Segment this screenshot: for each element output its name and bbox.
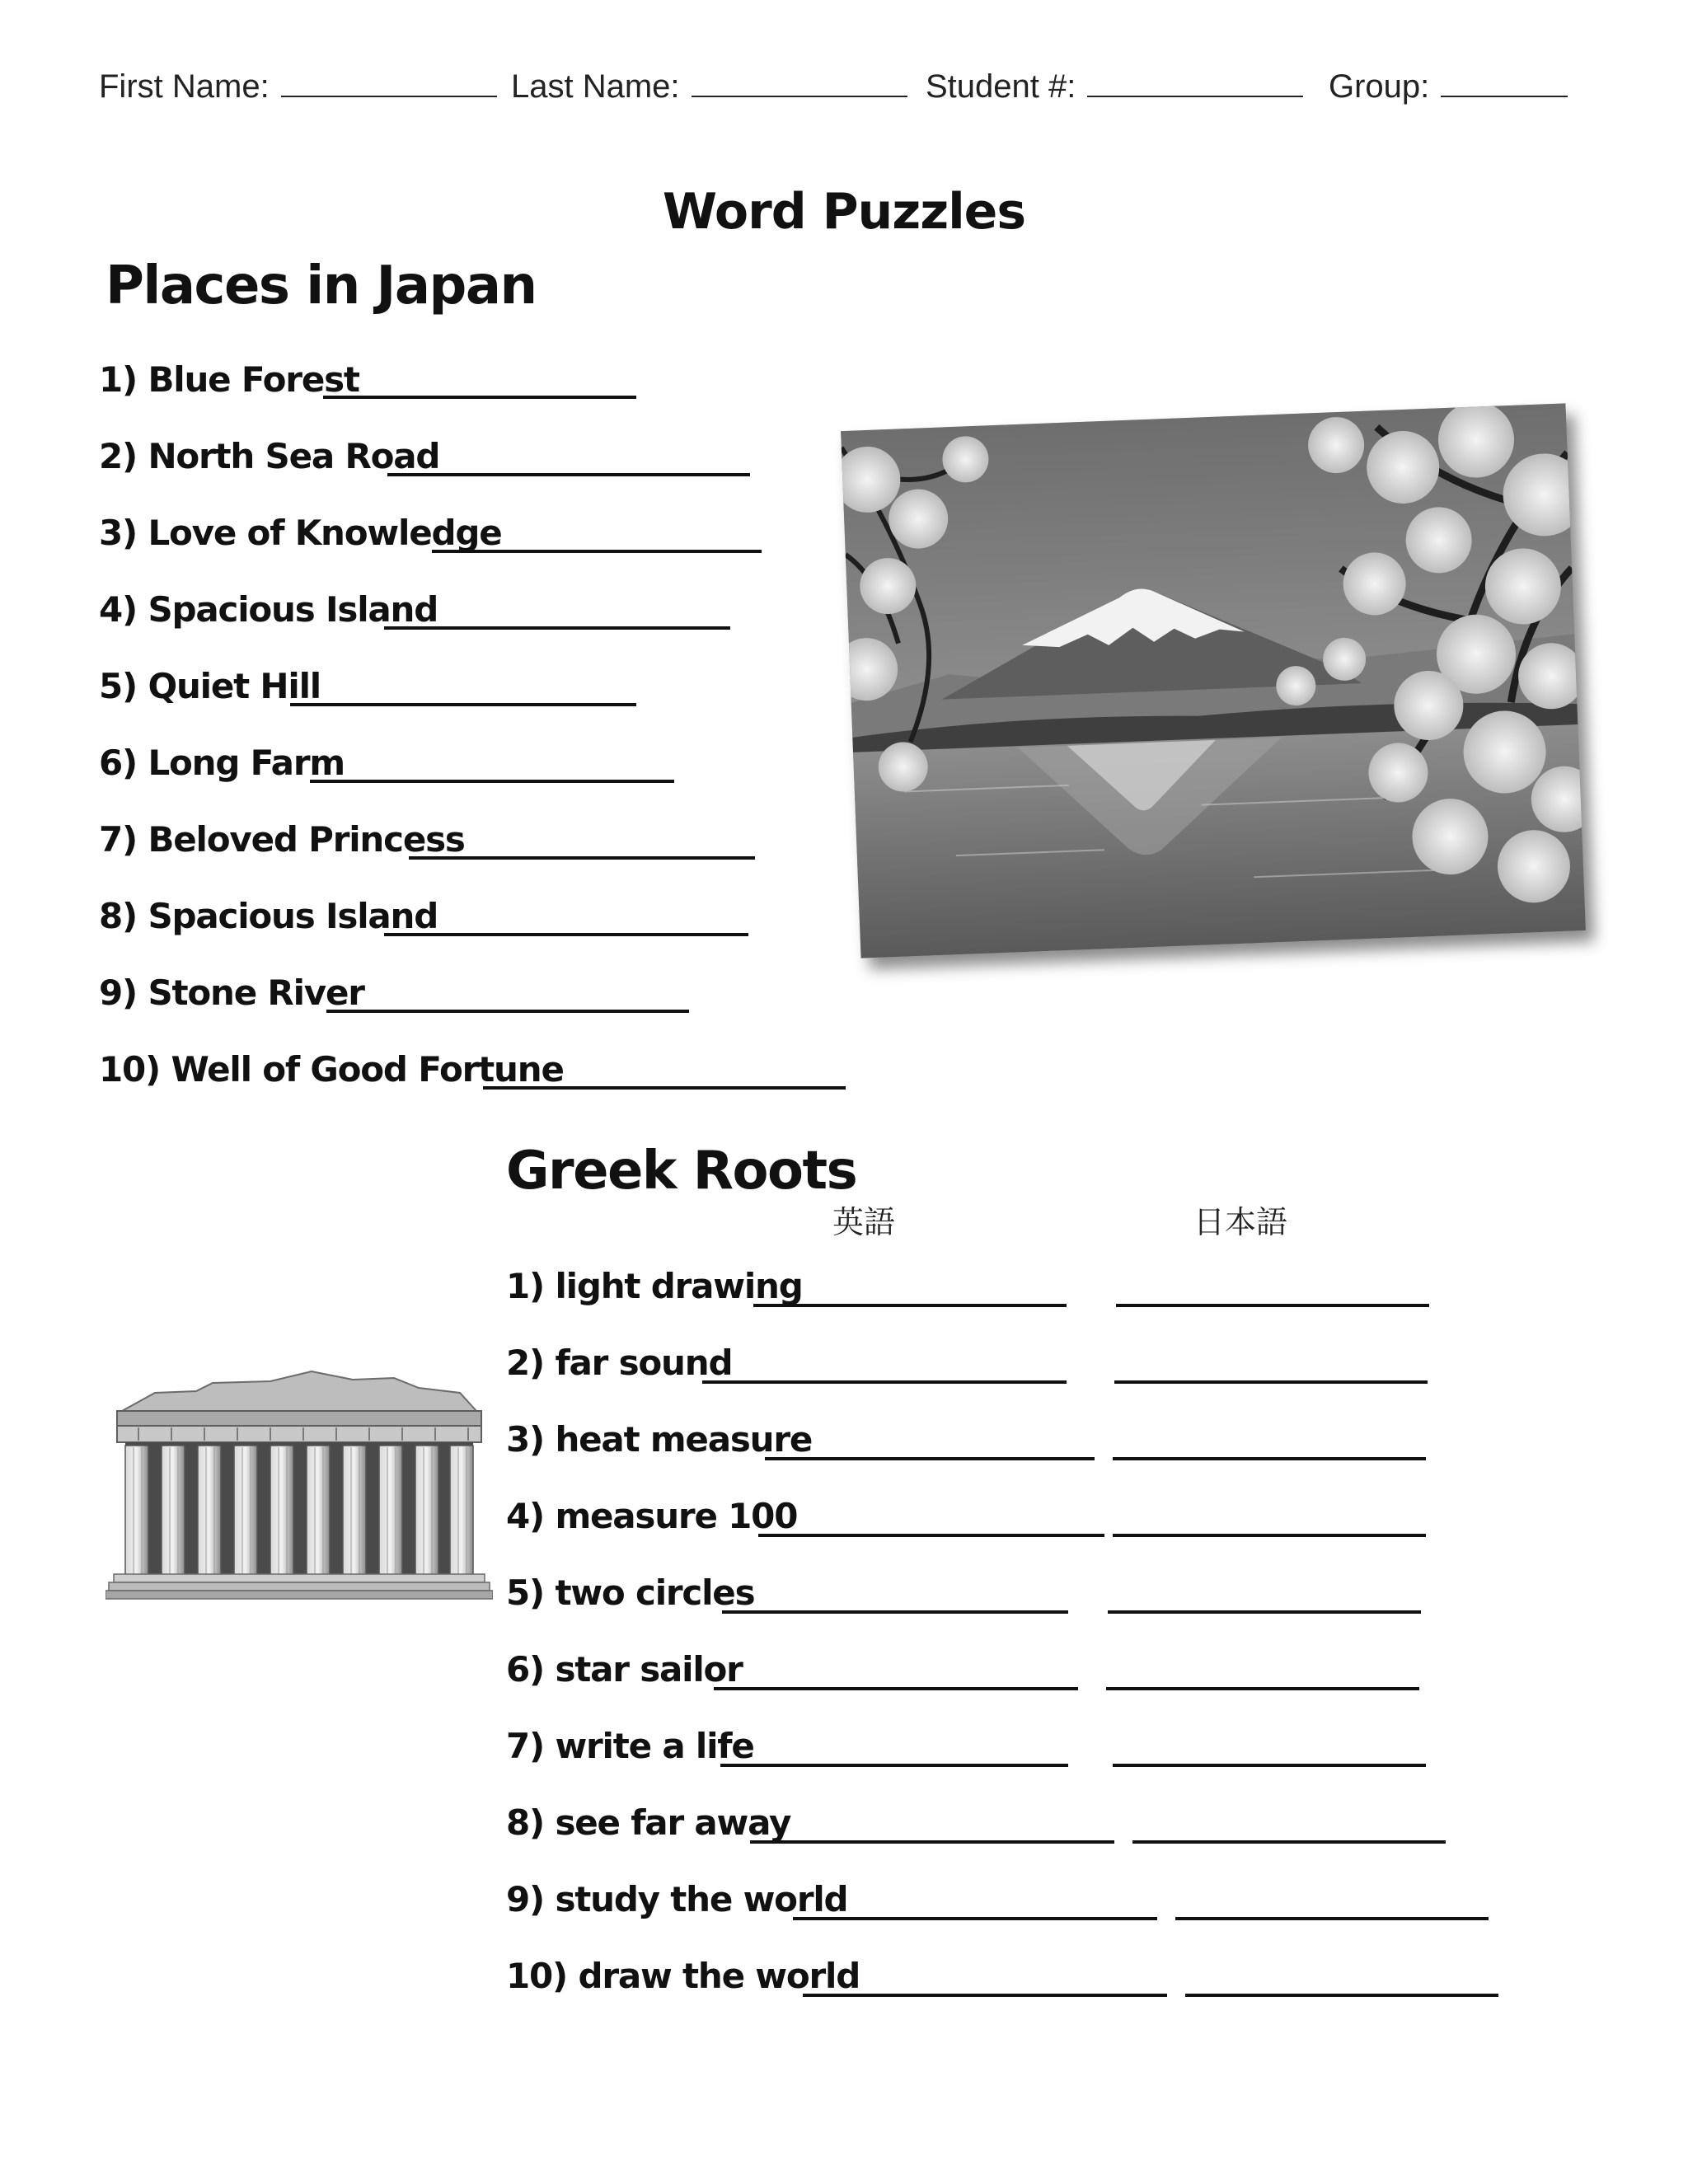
greek-question: 9) study the world (506, 1879, 848, 1919)
japanese-answer-blank[interactable] (1113, 1764, 1426, 1767)
japan-question: 3) Love of Knowledge (99, 513, 502, 553)
japanese-answer-blank[interactable] (1108, 1610, 1421, 1614)
japan-answer-blank[interactable] (310, 780, 674, 783)
japan-question: 10) Well of Good Fortune (99, 1049, 564, 1090)
english-answer-blank[interactable] (702, 1380, 1067, 1384)
japanese-answer-blank[interactable] (1113, 1457, 1426, 1460)
japan-question: 7) Beloved Princess (99, 819, 465, 860)
japanese-answer-blank[interactable] (1132, 1840, 1446, 1844)
japan-answer-blank[interactable] (326, 1010, 689, 1013)
greek-question: 1) light drawing (506, 1266, 803, 1306)
last-name-blank[interactable] (692, 68, 907, 97)
greek-section-heading: Greek Roots (506, 1141, 857, 1202)
greek-question: 2) far sound (506, 1343, 733, 1383)
column-header-english: 英語 (832, 1204, 896, 1240)
japanese-answer-blank[interactable] (1113, 1534, 1426, 1537)
japan-answer-blank[interactable] (384, 933, 748, 936)
japanese-answer-blank[interactable] (1114, 1380, 1428, 1384)
japan-answer-blank[interactable] (483, 1086, 846, 1090)
student-number-label: Student #: (926, 68, 1076, 105)
japan-question: 8) Spacious Island (99, 896, 438, 936)
japan-answer-blank[interactable] (323, 396, 636, 399)
parthenon-image (106, 1368, 493, 1607)
last-name-field[interactable] (511, 68, 907, 105)
japanese-answer-blank[interactable] (1185, 1994, 1498, 1997)
japan-answer-blank[interactable] (432, 550, 762, 553)
english-answer-blank[interactable] (765, 1457, 1095, 1460)
parthenon-photo (106, 1368, 493, 1611)
japan-answer-blank[interactable] (384, 626, 730, 630)
japan-question: 1) Blue Forest (99, 359, 359, 400)
greek-question: 6) star sailor (506, 1649, 743, 1690)
greek-question: 10) draw the world (506, 1956, 860, 1996)
japan-question: 6) Long Farm (99, 743, 345, 783)
first-name-label: First Name: (99, 68, 270, 105)
japan-question: 5) Quiet Hill (99, 666, 321, 706)
english-answer-blank[interactable] (758, 1534, 1104, 1537)
first-name-field[interactable] (99, 68, 497, 105)
english-answer-blank[interactable] (720, 1764, 1068, 1767)
english-answer-blank[interactable] (750, 1840, 1114, 1844)
english-answer-blank[interactable] (722, 1610, 1068, 1614)
mount-fuji-photo (841, 403, 1586, 958)
japan-question: 2) North Sea Road (99, 436, 440, 476)
japan-answer-blank[interactable] (387, 473, 750, 476)
greek-question: 7) write a life (506, 1726, 754, 1766)
japanese-answer-blank[interactable] (1116, 1304, 1429, 1307)
japanese-answer-blank[interactable] (1106, 1687, 1419, 1690)
student-number-field[interactable] (926, 68, 1303, 105)
english-answer-blank[interactable] (803, 1994, 1167, 1997)
first-name-blank[interactable] (281, 68, 497, 97)
last-name-label: Last Name: (511, 68, 680, 105)
english-answer-blank[interactable] (714, 1687, 1078, 1690)
greek-question: 3) heat measure (506, 1419, 813, 1460)
japan-answer-blank[interactable] (290, 703, 636, 706)
group-blank[interactable] (1441, 68, 1568, 97)
student-number-blank[interactable] (1087, 68, 1303, 97)
english-answer-blank[interactable] (753, 1304, 1067, 1307)
greek-question: 8) see far away (506, 1802, 791, 1843)
japan-question: 9) Stone River (99, 972, 364, 1013)
group-label: Group: (1329, 68, 1430, 105)
japan-answer-blank[interactable] (409, 856, 755, 860)
column-header-japanese: 日本語 (1193, 1204, 1288, 1240)
greek-question: 4) measure 100 (506, 1496, 798, 1536)
japan-section-heading: Places in Japan (106, 255, 537, 316)
page-title: Word Puzzles (662, 183, 1026, 241)
group-field[interactable] (1329, 68, 1568, 105)
mount-fuji-image (841, 403, 1586, 958)
english-answer-blank[interactable] (793, 1917, 1157, 1920)
japanese-answer-blank[interactable] (1175, 1917, 1489, 1920)
greek-question: 5) two circles (506, 1572, 755, 1613)
japan-question: 4) Spacious Island (99, 589, 438, 630)
